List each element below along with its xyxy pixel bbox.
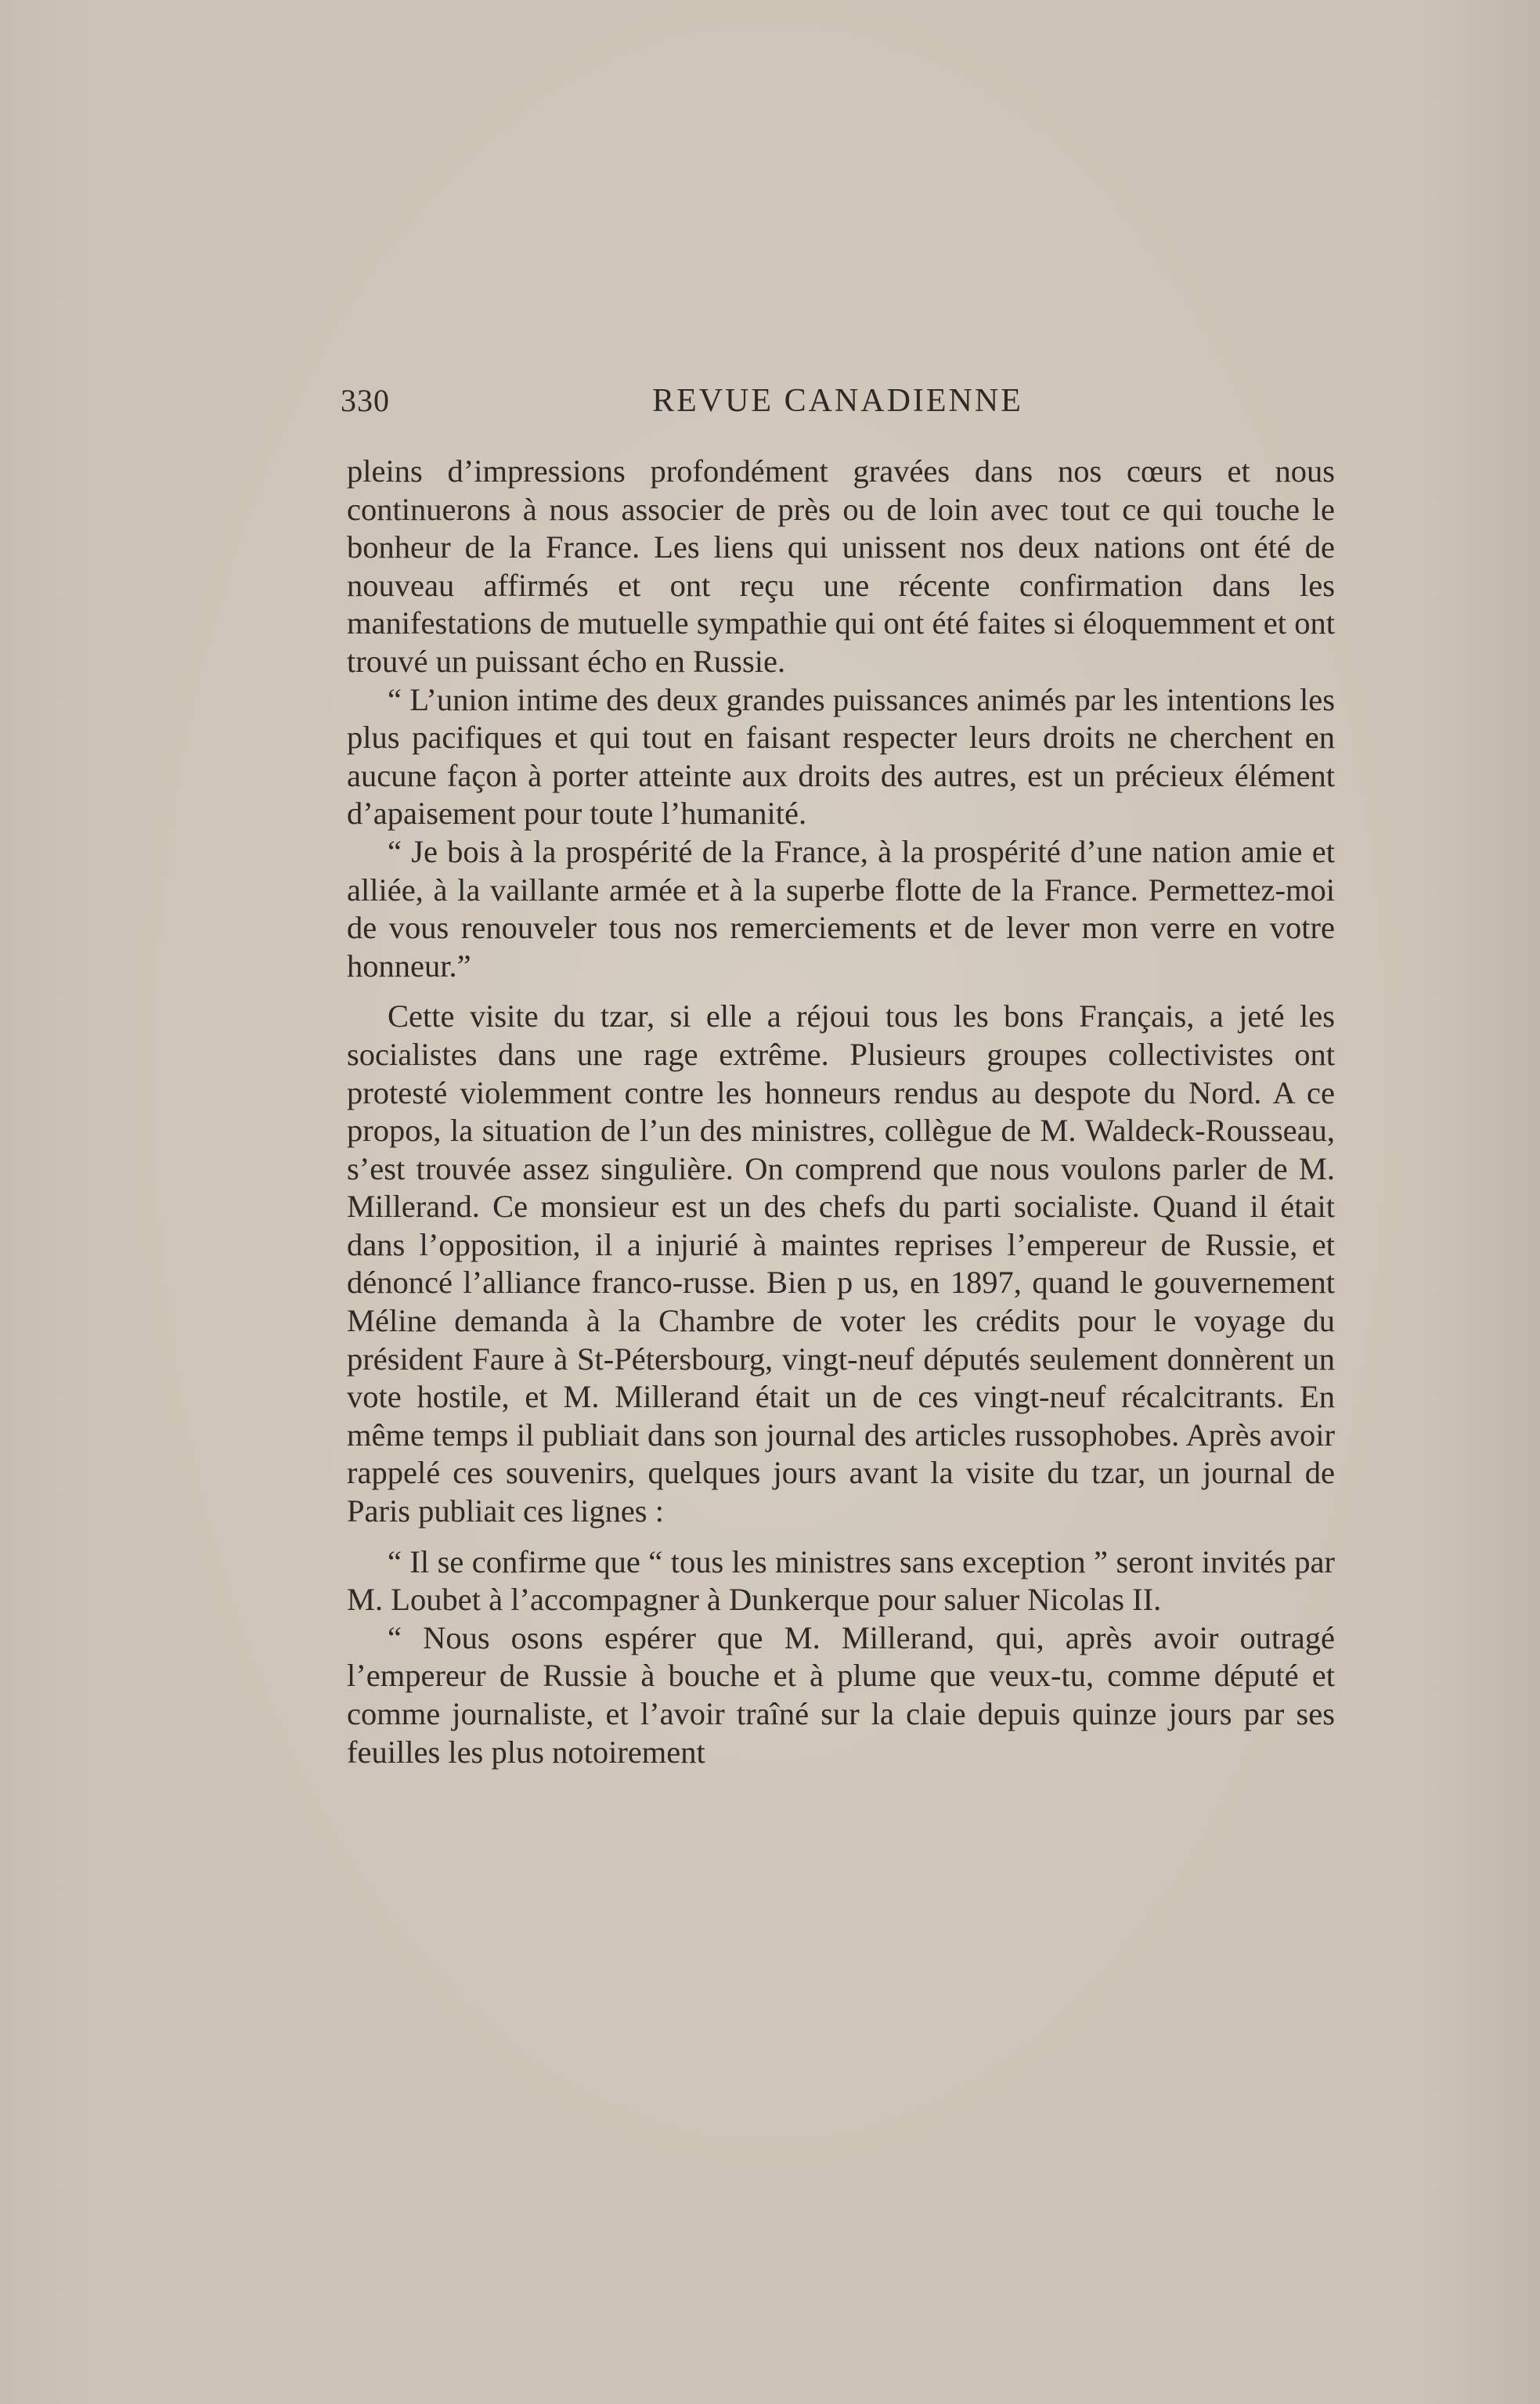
paragraph-5: “ Il se confirme que “ tous les ministres sans exception ” seront invités par M. Loubet à l’accompagner à Dunkerque pour saluer Nicolas II. bbox=[347, 1543, 1335, 1618]
paragraph-3: “ Je bois à la prospérité de la France, à la prospérité d’une nation amie et alliée, à la vaillante armée et à la superbe flotte de la France. Permettez-moi de vous renouveler tous nos remerciements et de lever mon verre en votre honneur.” bbox=[347, 833, 1335, 984]
page-number: 330 bbox=[341, 383, 390, 418]
paragraph-6: “ Nous osons espérer que M. Millerand, qui, après avoir outragé l’empereur de Russie à bouche et à plume que veux-tu, comme député et comme journaliste, et l’avoir traîné sur la claie depuis quinze jours par ses feuilles les plus notoirement bbox=[347, 1619, 1335, 1770]
running-title: REVUE CANADIENNE bbox=[652, 383, 1023, 419]
paragraph-2: “ L’union intime des deux grandes puissances animés par les intentions les plus pacifiques et qui tout en faisant respecter leurs droits ne cherchent en aucune façon à porter atteinte aux droits des autres, est un précieux élément d’apaisement pour toute l’humanité. bbox=[347, 681, 1335, 832]
paragraph-4: Cette visite du tzar, si elle a réjoui tous les bons Français, a jeté les socialistes dans une rage extrême. Plusieurs groupes collectivistes ont protesté violemment contre les honneurs rendus au despote du Nord. A ce propos, la situation de l’un des ministres, collègue de M. Waldeck-Rousseau, s’est trouvée assez singulière. On comprend que nous voulons parler de M. Millerand. Ce monsieur est un des chefs du parti socialiste. Quand il était dans l’opposition, il a injurié à maintes reprises l’empereur de Russie, et dénoncé l’alliance franco-russe. Bien p us, en 1897, quand le gouvernement Méline demanda à la Chambre de voter les crédits pour le voyage du président Faure à St-Pétersbourg, vingt-neuf députés seulement donnèrent un vote hostile, et M. Millerand était un de ces vingt-neuf récalcitrants. En même temps il publiait dans son journal des articles russophobes. Après avoir rappelé ces souvenirs, quelques jours avant la visite du tzar, un journal de Paris publiait ces lignes : bbox=[347, 998, 1335, 1529]
body-text bbox=[347, 453, 1335, 1771]
paragraph-1: pleins d’impressions profondément gravées dans nos cœurs et nous continuerons à nous associer de près ou de loin avec tout ce qui touche le bonheur de la France. Les liens qui unissent nos deux nations ont été de nouveau affirmés et ont reçu une récente confirmation dans les manifestations de mutuelle sympathie qui ont été faites si éloquemment et ont trouvé un puissant écho en Russie. bbox=[347, 453, 1335, 679]
page-header bbox=[341, 382, 1335, 429]
